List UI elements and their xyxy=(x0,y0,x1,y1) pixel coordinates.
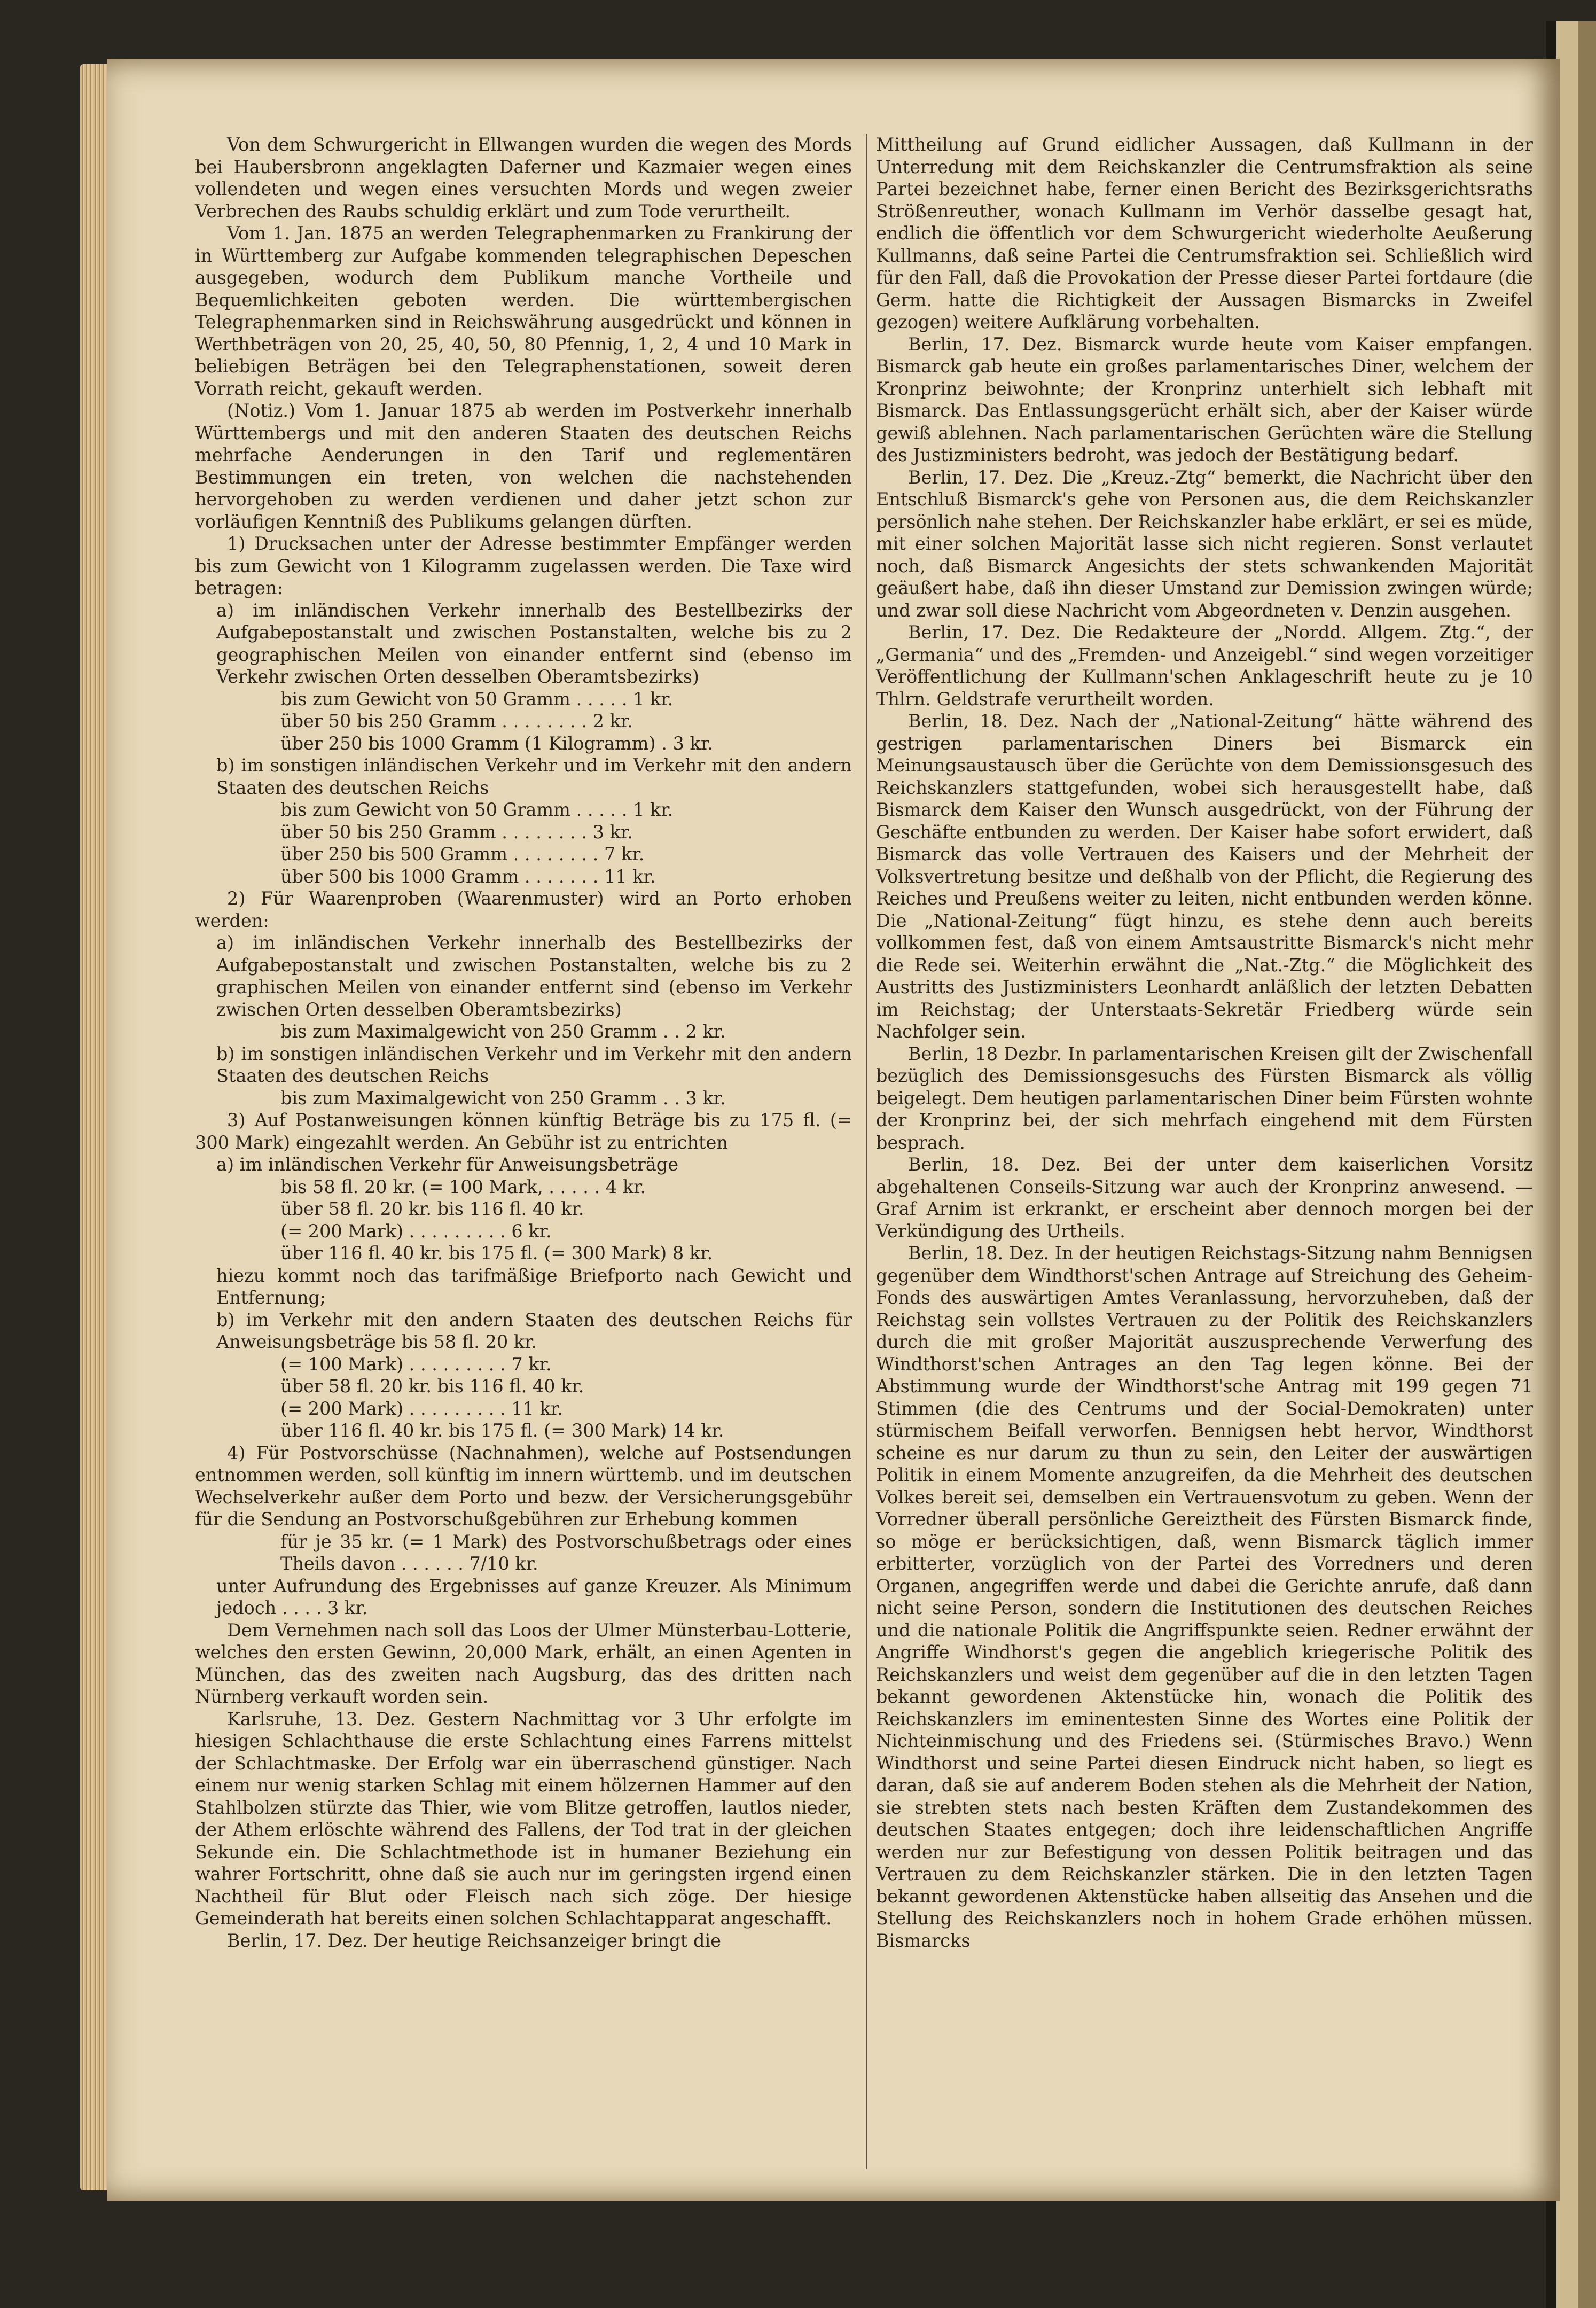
paragraph: a) im inländischen Verkehr innerhalb des Bestellbezirks der Aufgabepostanstalt und zwischen Postanstalten, welche bis zu 2 geographischen Meilen von einander entfernt sind (ebenso im Verkehr zwischen Orten desselben Oberamtsbezirks) xyxy=(216,599,852,687)
paragraph: bis 58 fl. 20 kr. (= 100 Mark, . . . . . 4 kr. xyxy=(280,1176,646,1197)
paragraph: Berlin, 18. Dez. In der heutigen Reichstags-Sitzung nahm Bennigsen gegenüber dem Windthorst'schen Antrage auf Streichung des Geheim-Fonds des auswärtigen Amtes Veranlassung, hervorzuheben, daß der Reichstag sein vollstes Vertrauen zu der Politik des Reichskanzlers durch die mit großer Majorität auszusprechende Verwerfung des Windthorst'schen Antrages an den Tag legen könne. Bei der Abstimmung wurde der Windthorst'sche Antrag mit 199 gegen 71 Stimmen (die des Centrums und der Social-Demokraten) unter stürmischem Beifall verworfen. Bennigsen hebt hervor, Windthorst scheine es nur darum zu thun zu sein, den Leiter der auswärtigen Politik in einem Momente anzugreifen, da die Mehrheit des deutschen Volkes bereit sei, demselben ein Vertrauensvotum zu geben. Wenn der Vorredner überall persönliche Gereiztheit des Fürsten Bismarck finde, so möge er berücksichtigen, daß, wenn Bismarck täglich immer erbitterter, vorzüglich von der Partei des Vorredners und deren Organen, angegriffen werde und dabei die Gerichte anrufe, daß dann nicht seine Person, sondern die Institutionen des deutschen Reiches und die nationale Politik die Angriffspunkte seien. Redner erwähnt der Angriffe Windhorst's gegen die angeblich kriegerische Politik des Reichskanzlers und weist dem gegenüber auf die in den letzten Tagen bekannt gewordenen Aktenstücke hin, wonach die Politik des Reichskanzlers im eminentesten Sinne des Wortes eine Politik der Nichteinmischung und des Friedens sei. (Stürmisches Bravo.) Wenn Windthorst und seine Partei diesen Eindruck nicht haben, so liegt es daran, daß sie auf anderem Boden stehen als die Mehrheit der Nation, sie strebten stets nach besten Kräften dem Zustandekommen des deutschen Staates entgegen; doch ihre leidenschaftlichen Angriffe werden nur zur Befestigung von dessen Politik beitragen und das Vertrauen zu dem Reichskanzler stärken. Die in den letzten Tagen bekannt gewordenen Aktenstücke haben allseitig das Ansehen und die Stellung des Reichskanzlers noch in hohem Grade erhöhen müssen. Bismarcks xyxy=(876,1243,1533,1951)
paragraph: hiezu kommt noch das tarifmäßige Briefporto nach Gewicht und Entfernung; xyxy=(216,1265,852,1308)
paragraph: über 250 bis 500 Gramm . . . . . . . . 7 kr. xyxy=(280,844,645,864)
paragraph: Berlin, 17. Dez. Die „Kreuz.-Ztg“ bemerkt, die Nachricht über den Entschluß Bismarck's gehe von Personen aus, die dem Reichskanzler persönlich nahe stehen. Der Reichskanzler habe erklärt, er sei es müde, mit einer solchen Majorität lasse sich nicht regieren. Sonst verlautet noch, daß Bismarck Angesichts der stets schwankenden Majorität geäußert habe, daß ihn dieser Umstand zur Demission zwingen würde; und zwar soll diese Nachricht vom Abgeordneten v. Denzin ausgehen. xyxy=(876,466,1533,621)
paragraph: über 250 bis 1000 Gramm (1 Kilogramm) . 3 kr. xyxy=(280,732,713,754)
paragraph: a) im inländischen Verkehr für Anweisungsbeträge xyxy=(216,1154,679,1175)
paragraph: für je 35 kr. (= 1 Mark) des Postvorschußbetrags oder eines Theils davon . . . . . . 7/10 kr. xyxy=(280,1531,852,1574)
paragraph: Dem Vernehmen nach soll das Loos der Ulmer Münsterbau-Lotterie, welches den ersten Gewinn, 20,000 Mark, erhält, an einen Agenten in München, das des zweiten nach Augsburg, das des dritten nach Nürnberg verkauft worden sein. xyxy=(195,1619,852,1707)
paragraph: unter Aufrundung des Ergebnisses auf ganze Kreuzer. Als Minimum jedoch . . . . 3 kr. xyxy=(216,1575,852,1618)
paragraph: a) im inländischen Verkehr innerhalb des Bestellbezirks der Aufgabepostanstalt und zwischen Postanstalten, welche bis zu 2 graphischen Meilen von einander entfernt sind (ebenso im Verkehr zwischen Orten desselben Oberamtsbezirks) xyxy=(216,932,852,1020)
paragraph: (Notiz.) Vom 1. Januar 1875 ab werden im Postverkehr innerhalb Württembergs und mit den anderen Staaten des deutschen Reichs mehrfache Aenderungen in den Tarif und reglementären Bestimmungen ein treten, von welchen die nachstehenden hervorgehoben zu werden verdienen und daher jetzt schon zur vorläufigen Kenntniß des Publikums gelangen dürften. xyxy=(195,400,852,532)
paragraph: 2) Für Waarenproben (Waarenmuster) wird an Porto erhoben werden: xyxy=(195,888,852,931)
paragraph: Berlin, 17. Dez. Der heutige Reichsanzeiger bringt die xyxy=(227,1930,721,1951)
paragraph: b) im Verkehr mit den andern Staaten des deutschen Reichs für Anweisungsbeträge bis 58 fl. 20 kr. xyxy=(216,1309,852,1352)
paragraph: (= 200 Mark) . . . . . . . . . 6 kr. xyxy=(280,1220,552,1242)
paragraph: über 116 fl. 40 kr. bis 175 fl. (= 300 Mark) 14 kr. xyxy=(280,1420,724,1441)
paragraph: b) im sonstigen inländischen Verkehr und im Verkehr mit den andern Staaten des deutschen Reichs xyxy=(216,1043,852,1086)
paragraph: über 500 bis 1000 Gramm . . . . . . . 11 kr. xyxy=(280,865,656,887)
paragraph: (= 200 Mark) . . . . . . . . . 11 kr. xyxy=(280,1398,563,1419)
paragraph: über 50 bis 250 Gramm . . . . . . . . 2 kr. xyxy=(280,711,633,731)
paragraph: Berlin, 17. Dez. Bismarck wurde heute vom Kaiser empfangen. Bismarck gab heute ein großes parlamentarisches Diner, welchem der Kronprinz beiwohnte; der Kronprinz unterhielt sich lebhaft mit Bismarck. Das Entlassungsgerücht erhält sich, aber der Kaiser würde gewiß ablehnen. Nach parlamentarischen Gerüchten wäre die Stellung des Justizministers bedroht, was jedoch der Bestätigung bedarf. xyxy=(876,333,1533,465)
paragraph: 1) Drucksachen unter der Adresse bestimmter Empfänger werden bis zum Gewicht von 1 Kilogramm zugelassen werden. Die Taxe wird betragen: xyxy=(195,533,852,598)
paragraph: b) im sonstigen inländischen Verkehr und im Verkehr mit den andern Staaten des deutschen Reichs xyxy=(216,755,852,798)
paragraph: 4) Für Postvorschüsse (Nachnahmen), welche auf Postsendungen entnommen werden, soll künftig im innern württemb. und im deutschen Wechselverkehr außer dem Porto und bezw. der Versicherungsgebühr für die Sendung an Postvorschußgebühren zur Erhebung kommen xyxy=(195,1442,852,1530)
paragraph: Von dem Schwurgericht in Ellwangen wurden die wegen des Mords bei Haubersbronn angeklagten Daferner und Kazmaier wegen eines vollendeten und wegen eines versuchten Mords und wegen zweier Verbrechen des Raubs schuldig erklärt und zum Tode verurtheilt. xyxy=(195,134,852,222)
paragraph: Vom 1. Jan. 1875 an werden Telegraphenmarken zu Frankirung der in Württemberg zur Aufgabe kommenden telegraphischen Depeschen ausgegeben, wodurch dem Publikum manche Vortheile und Bequemlichkeiten geboten werden. Die württembergischen Telegraphenmarken sind in Reichswährung ausgedrückt und können in Werthbeträgen von 20, 25, 40, 50, 80 Pfennig, 1, 2, 4 und 10 Mark in beliebigen Beträgen bei den Telegraphenstationen, soweit deren Vorrath reicht, gekauft werden. xyxy=(195,223,852,399)
paragraph: über 116 fl. 40 kr. bis 175 fl. (= 300 Mark) 8 kr. xyxy=(280,1243,713,1264)
paragraph: bis zum Gewicht von 50 Gramm . . . . . 1 kr. xyxy=(280,799,674,820)
column-divider-rule xyxy=(866,134,867,2169)
paragraph: bis zum Gewicht von 50 Gramm . . . . . 1 kr. xyxy=(280,688,674,709)
left-text-column xyxy=(195,134,852,1952)
paragraph: bis zum Maximalgewicht von 250 Gramm . . 2 kr. xyxy=(280,1021,726,1042)
paragraph: über 50 bis 250 Gramm . . . . . . . . 3 kr. xyxy=(280,821,633,843)
paragraph: 3) Auf Postanweisungen können künftig Beträge bis zu 175 fl. (= 300 Mark) eingezahlt werden. An Gebühr ist zu entrichten xyxy=(195,1110,852,1153)
paragraph: Berlin, 18 Dezbr. In parlamentarischen Kreisen gilt der Zwischenfall bezüglich des Demissionsgesuchs des Fürsten Bismarck als völlig beigelegt. Dem heutigen parlamentarischen Diner beim Fürsten wohnte der Kronprinz bei, der sich mehrfach eingehend mit dem Fürsten besprach. xyxy=(876,1043,1533,1153)
paragraph: über 58 fl. 20 kr. bis 116 fl. 40 kr. xyxy=(280,1198,584,1219)
paragraph: Berlin, 18. Dez. Bei der unter dem kaiserlichen Vorsitz abgehaltenen Conseils-Sitzung war auch der Kronprinz anwesend. — Graf Arnim ist erkrankt, er erscheint aber dennoch morgen bei der Verkündigung des Urtheils. xyxy=(876,1154,1533,1242)
paragraph: Mittheilung auf Grund eidlicher Aussagen, daß Kullmann in der Unterredung mit dem Reichskanzler die Centrumsfraktion als seine Partei bezeichnet habe, ferner einen Bericht des Bezirksgerichtsraths Strößenreuther, wonach Kullmann im Verhör dasselbe gesagt hat, endlich die öffentlich vor dem Schwurgericht wiederholte Aeußerung Kullmanns, daß seine Partei die Centrumsfraktion sei. Schließlich wird für den Fall, daß die Provokation der Presse dieser Partei fortdaure (die Germ. hatte die Richtigkeit der Aussagen Bismarcks in Zweifel gezogen) weitere Aufklärung vorbehalten. xyxy=(876,134,1533,332)
paragraph: Berlin, 18. Dez. Nach der „National-Zeitung“ hätte während des gestrigen parlamentarischen Diners bei Bismarck ein Meinungsaustausch über die Gerüchte von dem Demissionsgesuch des Reichskanzlers stattgefunden, wobei sich herausgestellt habe, daß Bismarck dem Kaiser den Wunsch ausgedrückt, von der Führung der Geschäfte entbunden zu werden. Der Kaiser habe sofort erwidert, daß Bismarck das volle Vertrauen des Kaisers und der Mehrheit der Volksvertretung besitze und deßhalb von der Pflicht, die Regierung des Reiches und Preußens weiter zu leiten, nicht entbunden werden könne. Die „National-Zeitung“ fügt hinzu, es stehe denn auch bereits vollkommen fest, daß von einem Amtsaustritte Bismarck's nicht mehr die Rede sei. Weiterhin erwähnt die „Nat.-Ztg.“ die Möglichkeit des Austritts des Justizministers Leonhardt anläßlich der letzten Debatten im Reichstag; der Unterstaats-Sekretär Friedberg würde sein Nachfolger sein. xyxy=(876,711,1533,1042)
paragraph: über 58 fl. 20 kr. bis 116 fl. 40 kr. xyxy=(280,1376,584,1397)
paragraph: (= 100 Mark) . . . . . . . . . 7 kr. xyxy=(280,1353,552,1375)
paragraph: bis zum Maximalgewicht von 250 Gramm . . 3 kr. xyxy=(280,1087,726,1109)
right-text-column xyxy=(876,134,1533,1952)
paragraph: Karlsruhe, 13. Dez. Gestern Nachmittag vor 3 Uhr erfolgte im hiesigen Schlachthause die erste Schlachtung eines Farrens mittelst der Schlachtmaske. Der Erfolg war ein überraschend günstiger. Nach einem nur wenig starken Schlag mit einem hölzernen Hammer auf den Stahlbolzen stürzte das Thier, wie vom Blitze getroffen, lautlos nieder, der Athem erlöschte während des Fallens, der Tod trat in der gleichen Sekunde ein. Die Schlachtmethode ist in humaner Beziehung ein wahrer Fortschritt, ohne daß sie auch nur im geringsten irgend einen Nachtheil für Blut oder Fleisch nach sich zöge. Der hiesige Gemeinderath hat bereits einen solchen Schlachtapparat angeschafft. xyxy=(195,1708,852,1929)
paragraph: Berlin, 17. Dez. Die Redakteure der „Nordd. Allgem. Ztg.“, der „Germania“ und des „Fremden- und Anzeigebl.“ sind wegen vorzeitiger Veröffentlichung der Kullmann'schen Anklageschrift heute zu je 10 Thlrn. Geldstrafe verurtheilt worden. xyxy=(876,622,1533,709)
